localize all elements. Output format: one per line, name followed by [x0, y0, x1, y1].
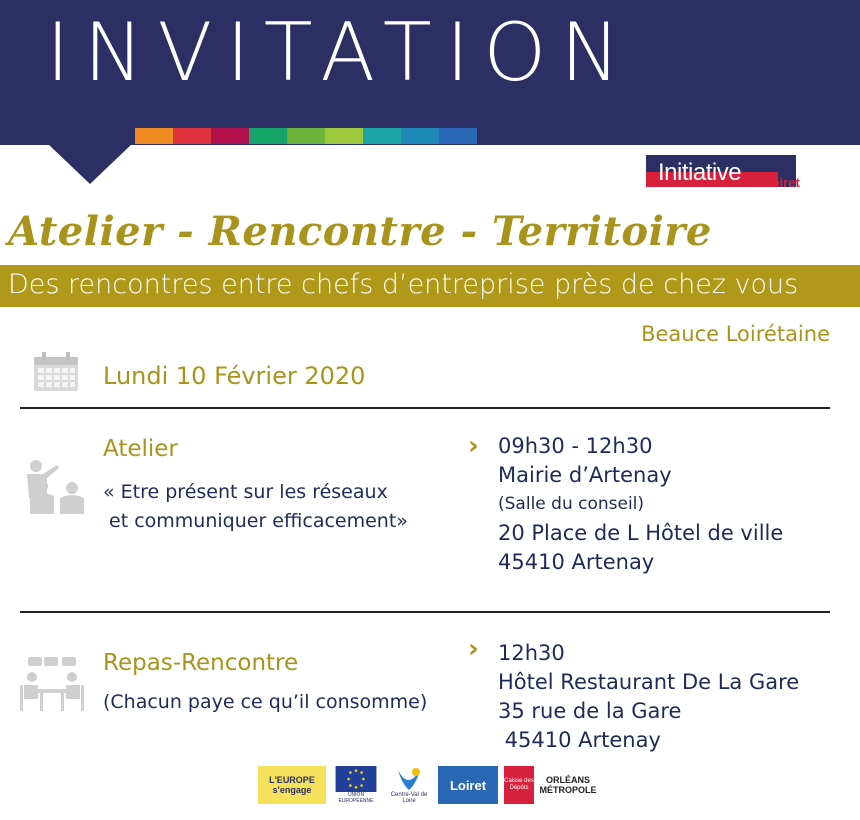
- atelier-place: Mairie d’Artenay: [498, 463, 672, 487]
- repas-place: Hôtel Restaurant De La Gare: [498, 670, 800, 694]
- atelier-description-line1: « Etre présent sur les réseaux: [103, 481, 388, 503]
- repas-city: 45410 Artenay: [498, 728, 661, 752]
- atelier-title: Atelier: [103, 436, 178, 462]
- event-date: Lundi 10 Février 2020: [103, 362, 366, 390]
- repas-title: Repas-Rencontre: [103, 650, 299, 676]
- repas-address: 35 rue de la Gare: [498, 699, 682, 723]
- chevron-right-icon: ›: [468, 634, 479, 664]
- divider-top: [20, 407, 830, 409]
- atelier-address: 20 Place de L Hôtel de ville: [498, 521, 784, 545]
- color-stripe: [439, 128, 477, 144]
- repas-description: (Chacun paye ce qu’il consomme): [103, 691, 428, 713]
- region-label: Beauce Loirétaine: [641, 322, 830, 346]
- subtitle-text: Des rencontres entre chefs d’entreprise près de chez vous: [8, 269, 799, 300]
- atelier-description-line2: et communiquer efficacement»: [103, 510, 408, 532]
- chevron-right-icon: ›: [468, 431, 479, 461]
- europe-engage-logo: L'EUROPE s'engage: [258, 766, 326, 804]
- eu-flag-logo: UNION EUROPÉENNE: [332, 766, 380, 804]
- color-stripe: [401, 128, 439, 144]
- color-stripe: [173, 128, 211, 144]
- color-stripe: [211, 128, 249, 144]
- color-stripe: [325, 128, 363, 144]
- caisse-des-depots-logo: Caisse des Dépôts: [504, 766, 534, 804]
- atelier-city: 45410 Artenay: [498, 550, 655, 574]
- color-stripe: [363, 128, 401, 144]
- invitation-title: INVITATION: [46, 6, 635, 99]
- atelier-room: (Salle du conseil): [498, 494, 645, 514]
- repas-details: [498, 639, 799, 755]
- subtitle-bar: [0, 265, 860, 307]
- header-banner: [0, 0, 860, 145]
- loiret-department-logo: Loiret: [438, 766, 498, 804]
- atelier-time: 09h30 - 12h30: [498, 434, 653, 458]
- orleans-metropole-logo: ORLÉANS MÉTROPOLE: [539, 775, 597, 795]
- repas-time: 12h30: [498, 641, 565, 665]
- color-stripe: [249, 128, 287, 144]
- initiative-loiret-logo: [644, 152, 806, 194]
- centre-val-de-loire-logo: Centre-Val de Loire: [386, 766, 432, 804]
- banner-notch: [48, 144, 132, 184]
- logo-word: Initiative: [658, 159, 742, 186]
- workshop-people-icon: [22, 458, 88, 518]
- atelier-details: [498, 432, 783, 577]
- calendar-icon: [33, 352, 79, 392]
- color-stripe: [135, 128, 173, 144]
- logo-sub: loiret: [768, 175, 800, 190]
- partner-logos: [258, 766, 596, 804]
- meeting-table-icon: [18, 655, 88, 713]
- divider-middle: [20, 611, 830, 613]
- color-stripes: [135, 128, 477, 144]
- color-stripe: [287, 128, 325, 144]
- event-heading: Atelier - Rencontre - Territoire: [8, 208, 712, 255]
